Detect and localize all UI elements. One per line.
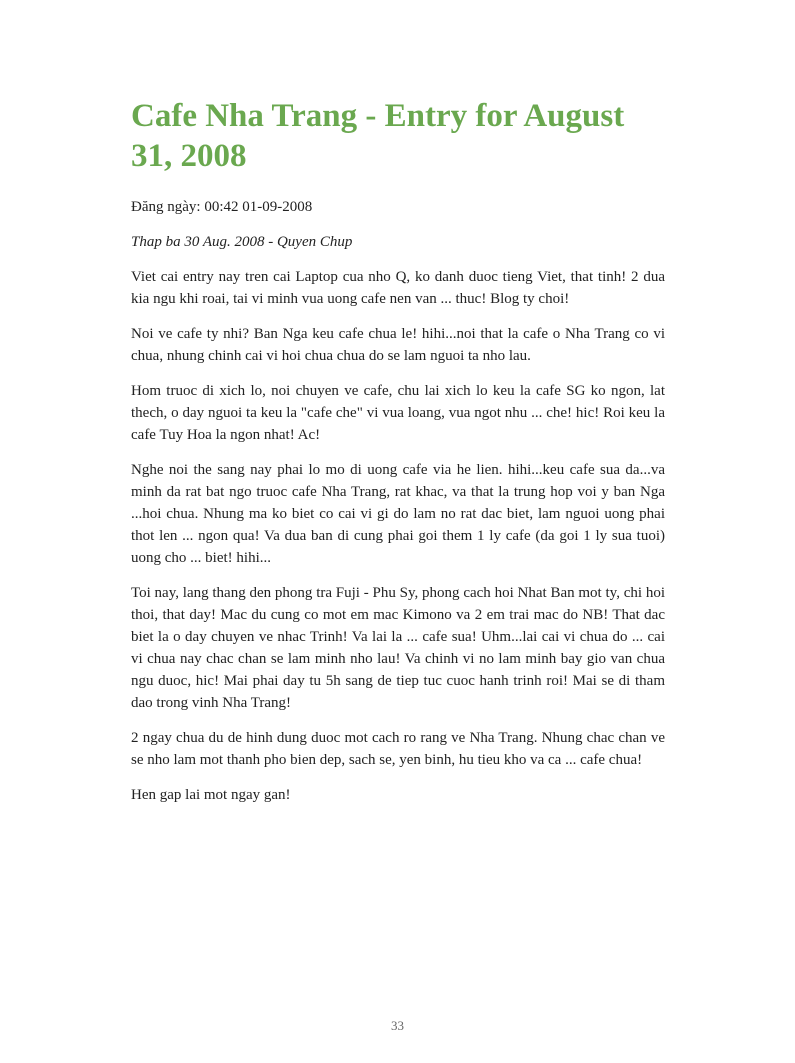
paragraph-4: Nghe noi the sang nay phai lo mo di uong cafe via he lien. hihi...keu cafe sua da...va minh da rat bat ngo truoc cafe Nha Trang, rat khac, va that la trung hop voi y ban Nga ...hoi chua. Nhung ma ko biet co cai vi gi do lam no rat dac biet, lam nguoi uong phai thot len ... ngon qua! Va dua ban di cung phai goi them 1 ly cafe (da goi 1 ly sua tuoi) uong cho ... biet! hihi... bbox=[131, 462, 665, 566]
paragraph-1: Viet cai entry nay tren cai Laptop cua nho Q, ko danh duoc tieng Viet, that tinh! 2 dua kia ngu khi roai, tai vi minh vua uong cafe nen van ... thuc! Blog ty choi! bbox=[131, 269, 665, 307]
paragraph-5: Toi nay, lang thang den phong tra Fuji - Phu Sy, phong cach hoi Nhat Ban mot ty, chi hoi thoi, that day! Mac du cung co mot em mac Kimono va 2 em trai mac do NB! That dac biet la o day chuyen ve nhac Trinh! Va lai la ... cafe sua! Uhm...lai cai vi chua do ... cai vi chua nay chac chan se lam minh nho lau! Va chinh vi no lam minh bay gio van chua ngu duoc, hic! Mai phai day tu 5h sang de tiep tuc cuoc hanh trinh roi! Mai se di tham dao trong vinh Nha Trang! bbox=[131, 585, 665, 711]
paragraph-7: Hen gap lai mot ngay gan! bbox=[131, 787, 291, 803]
page-title: Cafe Nha Trang - Entry for August 31, 2008 bbox=[131, 98, 625, 174]
page-number: 33 bbox=[391, 1018, 404, 1033]
paragraph-2: Noi ve cafe ty nhi? Ban Nga keu cafe chua le! hihi...noi that la cafe o Nha Trang co vi chua, nhung chinh cai vi hoi chua chua do se lam nguoi ta nho lau. bbox=[131, 326, 665, 364]
paragraph-6: 2 ngay chua du de hinh dung duoc mot cach ro rang ve Nha Trang. Nhung chac chan ve se nho lam mot thanh pho bien dep, sach se, yen binh, hu tieu kho va ca ... cafe chua! bbox=[131, 730, 665, 768]
paragraph-3: Hom truoc di xich lo, noi chuyen ve cafe, chu lai xich lo keu la cafe SG ko ngon, lat thech, o day nguoi ta keu la "cafe che" vi vua loang, vua ngot nhu ... che! hic! Roi keu la cafe Tuy Hoa la ngon nhat! Ac! bbox=[131, 383, 665, 443]
post-date: Đăng ngày: 00:42 01-09-2008 bbox=[131, 199, 313, 215]
document-page bbox=[131, 96, 665, 819]
photo-caption: Thap ba 30 Aug. 2008 - Quyen Chup bbox=[131, 234, 353, 250]
